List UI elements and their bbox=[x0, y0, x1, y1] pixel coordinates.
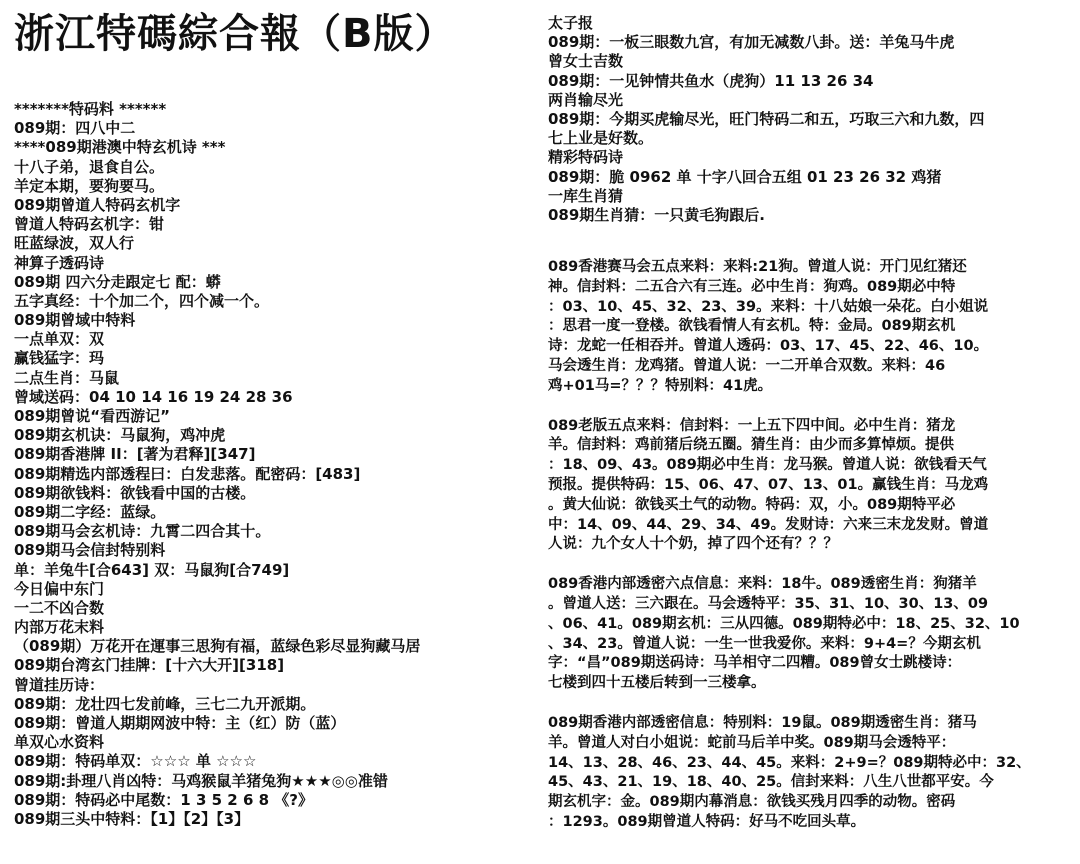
left-text-line: 089期 四六分走跟定七 配：蟒 bbox=[14, 272, 221, 291]
paragraph-line: 45、43、21、19、18、40、25。信封来料：八生八世都平安。今 bbox=[548, 774, 994, 791]
left-text-line: 二点生肖：马鼠 bbox=[14, 368, 120, 387]
paragraph-line: 期玄机字：金。089期内幕消息：欲钱买残月四季的动物。密码 bbox=[548, 794, 956, 811]
paragraph-gap bbox=[548, 555, 1076, 575]
left-text-line: 一点单双：双 bbox=[14, 330, 105, 349]
paragraph-line: 字：“昌”089期送码诗：马羊相守二四糟。089曾女士跳楼诗： bbox=[548, 655, 962, 672]
section-spacer bbox=[548, 225, 1076, 258]
right-text-line: 089期生肖猜：一只黄毛狗跟后. bbox=[548, 205, 766, 224]
paragraph-line: 。曾道人送：三六跟在。马会透特平：35、31、10、30、13、09 bbox=[548, 596, 989, 613]
right-text-line: 089期：一见钟情共鱼水（虎狗）11 13 26 34 bbox=[548, 71, 874, 90]
left-text-line: *******特码料 ****** bbox=[14, 100, 167, 118]
left-text-line: 089期马会信封特别料 bbox=[14, 541, 166, 560]
paragraph-line: 089期香港内部透密信息：特别料：19鼠。089期透密生肖：猪马 bbox=[548, 715, 977, 731]
right-text-line: 089期：脆 0962 单 十字八回合五组 01 23 26 32 鸡猪 bbox=[548, 167, 942, 186]
paragraph-line: 089老版五点来料：信封料：一上五下四中间。必中生肖：猪龙 bbox=[548, 417, 956, 434]
left-text-line: 五字真经：十个加二个，四个减一个。 bbox=[14, 291, 270, 310]
left-column bbox=[14, 100, 514, 829]
left-text-line: 089期欲钱料：欲钱看中国的古楼。 bbox=[14, 483, 256, 502]
right-text-line: 曾女士吉数 bbox=[548, 52, 624, 71]
left-text-line: 089期：四八中二 bbox=[14, 119, 136, 138]
paragraph-line: 中：14、09、44、29、34、49。发财诗：六来三末龙发财。曾道 bbox=[548, 516, 989, 533]
right-text-line: 精彩特码诗 bbox=[548, 148, 624, 167]
paragraph-line: 诗：龙蛇一任相吞并。曾道人透码：03、17、45、22、46、10。 bbox=[548, 338, 989, 355]
paragraph-line: 马会透生肖：龙鸡猪。曾道人说：一二开单合双数。来料：46 bbox=[548, 358, 946, 375]
left-text-line: 曾域送码：04 10 14 16 19 24 28 36 bbox=[14, 387, 293, 406]
paragraph-line: 神。信封料：二五合六有三连。必中生肖：狗鸡。089期必中特 bbox=[548, 278, 956, 295]
paragraph-line: 14、13、28、46、23、44、45。来料：2+9=？089期特必中：32、 bbox=[548, 754, 1031, 771]
left-text-line: 089期香港牌 II：[著为君释][347] bbox=[14, 445, 256, 464]
left-text-line: 羊定本期，要狗要马。 bbox=[14, 176, 165, 195]
info-paragraph bbox=[548, 417, 1076, 556]
left-text-line: 旺蓝绿波，双人行 bbox=[14, 234, 135, 253]
paragraph-line: 人说：九个女人十个奶，掉了四个还有？？？ bbox=[548, 536, 838, 553]
left-text-line: 十八子弟，退食自公。 bbox=[14, 157, 165, 176]
paragraph-gap bbox=[548, 397, 1076, 417]
paragraph-line: ：1293。089期曾道人特码：好马不吃回头草。 bbox=[548, 813, 866, 830]
right-text-line: 两肖输尽光 bbox=[548, 90, 624, 109]
newspaper-title: 浙江特碼綜合報（B版） bbox=[14, 11, 456, 57]
left-text-line: 一二不凶合数 bbox=[14, 598, 105, 617]
paragraph-line: 、06、41。089期玄机：三从四德。089期特必中：18、25、32、10 bbox=[548, 615, 1020, 632]
left-text-line: 089期：曾道人期期网波中特：主（红）防（蓝） bbox=[14, 714, 346, 732]
paragraph-line: ：03、10、45、32、23、39。来料：十八姑娘一朵花。白小姐说 bbox=[548, 298, 989, 315]
paragraph-line: ：思君一度一登楼。欲钱看情人有玄机。特：金局。089期玄机 bbox=[548, 318, 956, 335]
paragraph-line: ：18、09、43。089期必中生肖：龙马猴。曾道人说：欲钱看天气 bbox=[548, 457, 987, 474]
info-paragraph bbox=[548, 258, 1076, 397]
paragraph-line: 。黄大仙说：欲钱买土气的动物。特码：双，小。089期特平必 bbox=[548, 496, 956, 513]
left-text-line: 曾道挂历诗： bbox=[14, 675, 105, 694]
left-text-line: 089期曾域中特料 bbox=[14, 311, 136, 330]
left-text-line: 089期玄机诀：马鼠狗，鸡冲虎 bbox=[14, 426, 226, 445]
left-text-line: 089期三头中特料：【1】【2】【3】 bbox=[14, 809, 250, 828]
left-text-line: 神算子透码诗 bbox=[14, 253, 105, 272]
left-text-line: （089期）万花开在運事三思狗有福，蓝绿色彩尽显狗藏马居 bbox=[14, 637, 421, 656]
right-text-line: 089期：一板三眼数九宫，有加无减数八卦。送：羊兔马牛虎 bbox=[548, 33, 955, 52]
left-text-line: 089期：龙壮四七发前峰，三七二九开派期。 bbox=[14, 694, 316, 713]
paragraph-gap bbox=[548, 694, 1076, 714]
left-text-line: ****089期港澳中特玄机诗 *** bbox=[14, 138, 226, 157]
left-text-line: 089期马会玄机诗：九霄二四合其十。 bbox=[14, 522, 271, 541]
paragraph-line: 089香港内部透密六点信息：来料：18牛。089透密生肖：狗猪羊 bbox=[548, 576, 977, 593]
info-paragraph bbox=[548, 714, 1076, 833]
left-text-line: 089期台湾玄门挂牌：[十六大开][318] bbox=[14, 656, 285, 675]
paragraph-line: 鸡+01马=？？？特别料：41虎。 bbox=[548, 377, 773, 394]
paragraph-line: 预报。提供特码：15、06、47、07、13、01。赢钱生肖：马龙鸡 bbox=[548, 477, 989, 494]
left-text-line: 曾道人特码玄机字：钳 bbox=[14, 215, 165, 234]
left-text-line: 单双心水资料 bbox=[14, 733, 105, 752]
right-column bbox=[548, 14, 1076, 833]
paragraph-line: 七楼到四十五楼后转到一三楼拿。 bbox=[548, 675, 766, 692]
left-text-line: 089期：特码单双：☆☆☆ 单 ☆☆☆ bbox=[14, 752, 257, 771]
paragraph-line: 羊。信封料：鸡前猪后绕五圈。猜生肖：由少而多算悼烦。提供 bbox=[548, 437, 954, 454]
paragraph-line: 089香港赛马会五点来料：来料:21狗。曾道人说：开门见红猪还 bbox=[548, 259, 967, 276]
paragraph-line: 羊。曾道人对白小姐说：蛇前马后羊中奖。089期马会透特平： bbox=[548, 734, 956, 751]
right-text-line: 太子报 bbox=[548, 14, 594, 32]
left-text-line: 赢钱猛字：玛 bbox=[14, 349, 105, 368]
info-paragraph bbox=[548, 575, 1076, 694]
right-text-line: 一库生肖猜 bbox=[548, 186, 624, 205]
left-text-line: 089期二字经：蓝绿。 bbox=[14, 502, 166, 521]
right-text-line: 七上业是好数。 bbox=[548, 129, 654, 148]
left-text-line: 内部万花末料 bbox=[14, 618, 105, 637]
left-text-line: 089期精选内部透程曰：白发悲落。配密码：[483] bbox=[14, 464, 361, 483]
left-text-line: 089期:卦理八肖凶特：马鸡猴鼠羊猪兔狗★★★◎◎准错 bbox=[14, 771, 388, 790]
left-text-line: 089期：特码必中尾数：1 3 5 2 6 8 《?》 bbox=[14, 790, 313, 809]
left-text-line: 089期曾道人特码玄机字 bbox=[14, 195, 181, 214]
paragraph-line: 、34、23。曾道人说：一生一世我爱你。来料：9+4=？今期玄机 bbox=[548, 635, 981, 652]
right-text-line: 089期：今期买虎输尽光，旺门特码二和五，巧取三六和九数，四 bbox=[548, 109, 985, 128]
left-text-line: 今日偏中东门 bbox=[14, 579, 105, 598]
left-text-line: 单：羊兔牛[合643] 双：马鼠狗[合749] bbox=[14, 560, 290, 579]
left-text-line: 089期曾说“看西游记” bbox=[14, 407, 171, 425]
